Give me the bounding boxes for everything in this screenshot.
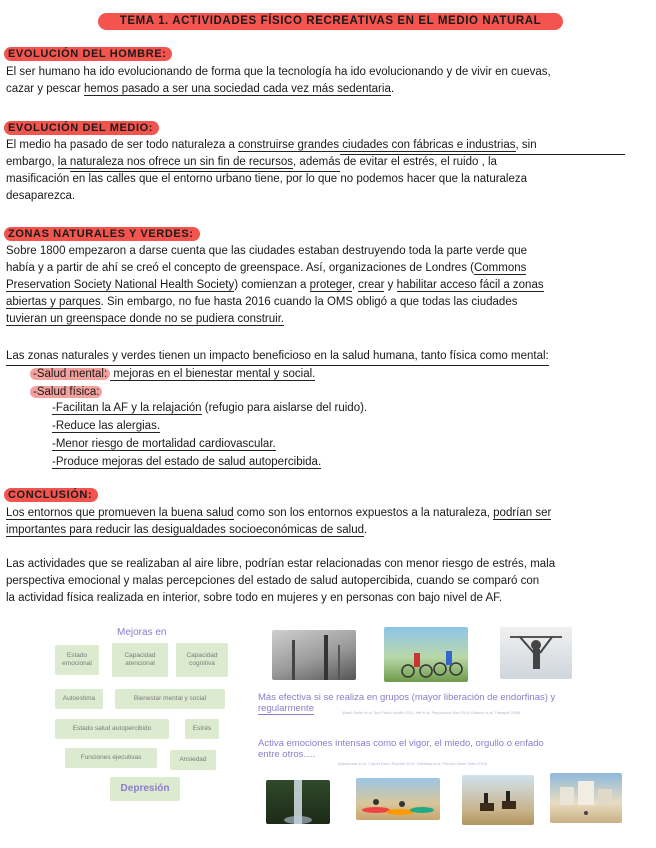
underlined-text: regularmente: [258, 703, 314, 714]
tree-silhouette-icon: [272, 630, 356, 680]
text-line: [6, 522, 646, 539]
benefit-box: Capacidad atencional: [112, 643, 168, 677]
emociones-text: [258, 738, 544, 760]
underline-stroke: [70, 171, 340, 172]
benefit-box: Capacidad cognitiva: [176, 643, 228, 677]
text-span: .: [363, 524, 368, 536]
list-item: [52, 400, 367, 417]
text-span: ,: [351, 279, 359, 291]
text-line: masificación en las calles que el entorno urbano tiene, por lo que no podemos hacer que la naturaleza: [6, 173, 528, 185]
beach-city-photo: [550, 773, 622, 823]
mejoras-title: Mejoras en: [117, 627, 167, 638]
paragraph-actividades: [6, 556, 646, 607]
horse-icon: [462, 775, 534, 825]
waterfall-photo: [266, 780, 330, 824]
underlined-text: -Produce mejoras del estado de salud autopercibida.: [52, 456, 322, 468]
text-line: entre otros….: [258, 749, 316, 760]
text-line: [6, 137, 646, 154]
benefit-box: Funciones ejecutivas: [65, 748, 157, 768]
underlined-text: tuvieran un greenspace donde no se pudiera construir.: [6, 313, 285, 325]
text-span: . Sin embargo, no fue hasta 2016 cuando la OMS obligó a que todas las ciudades: [100, 296, 518, 308]
underlined-text: importantes para reducir las desigualdades socioeconómicas de salud: [6, 524, 364, 536]
hiker-icon: [500, 627, 572, 679]
emociones-reference: (Mackenzie et al. J Sport Exerc Psychol 2012; Gallaway et al. Percept Motor Skills 2013): [338, 762, 487, 766]
benefit-box: Bienestar mental y social: [115, 689, 225, 709]
text-line: la actividad física realizada en interior, sobre todo en mujeres y en personas con bajo nivel de AF.: [6, 592, 503, 604]
paragraph-zonas: [6, 243, 646, 328]
underlined-text: construirse grandes ciudades con fábricas e industrias: [238, 139, 516, 151]
heading-zonas-naturales: ZONAS NATURALES Y VERDES:: [4, 227, 200, 241]
underlined-text: crear: [358, 279, 385, 291]
text-line: [6, 505, 646, 522]
benefit-box-depresion: Depresión: [110, 777, 180, 801]
text-span: , sin: [515, 139, 537, 151]
kayak-icon: [356, 778, 440, 820]
underlined-text: la naturaleza nos ofrece un sin fin de recursos: [57, 156, 294, 168]
underlined-text: Las zonas naturales y verdes tienen un impacto beneficioso en la salud humana, tanto física como mental:: [6, 348, 549, 366]
text-line: El ser humano ha ido evolucionando de forma que la tecnología ha ido evolucionando y de vivir en cuevas,: [6, 66, 551, 78]
text-span: había y a partir de ahí se creó el concepto de greenspace. Así, organizaciones de Londres (: [6, 262, 474, 274]
text-span: .: [390, 83, 395, 95]
salud-fisica-line: [30, 384, 102, 401]
text-line: Sobre 1800 empezaron a darse cuenta que las ciudades estaban destruyendo toda la parte verde que: [6, 245, 528, 257]
underlined-text: -Menor riesgo de mortalidad cardiovascular.: [52, 438, 276, 450]
salud-mental-line: [30, 366, 315, 383]
heading-evolucion-medio: EVOLUCIÓN DEL MEDIO:: [4, 121, 159, 135]
text-span: y: [384, 279, 397, 291]
benefit-box: Autoestima: [55, 689, 103, 709]
text-span: El medio ha pasado de ser todo naturaleza a: [6, 139, 239, 151]
text-line: Activa emociones intensas como el vigor, el miedo, orgullo o enfado: [258, 738, 544, 749]
benefit-box: Ansiedad: [170, 750, 216, 770]
kayaks-photo: [356, 778, 440, 820]
paragraph-impacto: [6, 348, 646, 366]
text-line: perspectiva emocional y malas percepciones del estado de salud autopercibida, cuando se comparó con: [6, 575, 540, 587]
benefit-box: Estado emocional: [55, 645, 99, 675]
text-line: [6, 260, 646, 277]
underlined-text: Los entornos que promueven la buena salud: [6, 507, 234, 519]
list-item: [52, 418, 160, 435]
text-line: [6, 81, 646, 98]
benefit-box: Estrés: [185, 719, 219, 739]
paragraph-conclusion: [6, 505, 646, 539]
cyclists-photo: [384, 627, 468, 682]
horse-riders-photo: [462, 775, 534, 825]
underlined-text: -Reduce las alergias.: [52, 420, 161, 432]
text-line: [6, 294, 646, 311]
text-line: [6, 277, 646, 294]
hiker-photo: [500, 627, 572, 679]
underlined-text: Commons: [473, 262, 527, 274]
underline-stroke: [340, 154, 625, 155]
text-line: [6, 154, 646, 171]
heading-evolucion-hombre: EVOLUCIÓN DEL HOMBRE:: [4, 47, 172, 61]
text-line: desaparezca.: [6, 190, 76, 202]
heading-conclusion: CONCLUSIÓN:: [4, 488, 98, 502]
page-title: TEMA 1. ACTIVIDADES FÍSICO RECREATIVAS EN EL MEDIO NATURAL: [98, 13, 563, 30]
underlined-text: proteger: [309, 279, 352, 291]
underlined-text: podrían ser: [493, 507, 552, 519]
forest-fog-photo: [272, 630, 356, 680]
text-line: [6, 311, 646, 328]
underlined-text: mejoras en el bienestar mental y social.: [110, 368, 316, 380]
text-span: , además de evitar el estrés, el ruido , la: [293, 156, 497, 168]
underlined-text: habilitar acceso fácil a zonas: [396, 279, 544, 291]
text-line: Más efectiva si se realiza en grupos (mayor liberación de endorfinas) y: [258, 692, 556, 703]
benefit-box: Estado salud autopercibido: [55, 719, 169, 739]
text-line: Las actividades que se realizaban al aire libre, podrían estar relacionadas con menor riesgo de estrés, mala: [6, 558, 556, 570]
highlight-label: -Salud mental:: [30, 368, 110, 380]
highlight-label: -Salud física:: [30, 386, 102, 398]
waterfall-icon: [266, 780, 330, 824]
building-icon: [550, 773, 622, 823]
grupos-reference: (Barth-Smith et al. Soc Public Health 2012; Jeff et al. Psychosom Med 2014; Bartsch et al. Therapie 2006): [342, 711, 521, 715]
text-span: embargo,: [6, 156, 58, 168]
text-span: (refugio para aislarse del ruido).: [201, 402, 368, 414]
underlined-text: hemos pasado a ser una sociedad cada vez más sedentaria: [83, 83, 391, 95]
bicycle-icon: [384, 627, 468, 682]
list-item: [52, 454, 321, 471]
underlined-text: -Facilitan la AF y la relajación: [52, 402, 202, 414]
text-span: como son los entornos expuestos a la naturaleza,: [233, 507, 494, 519]
underlined-text: Preservation Society National Health Society: [6, 279, 235, 291]
text-span: ) comienzan a: [234, 279, 310, 291]
paragraph-hombre: [6, 64, 646, 98]
text-span: cazar y pescar: [6, 83, 84, 95]
underlined-text: abiertas y parques: [6, 296, 101, 308]
list-item: [52, 436, 276, 453]
